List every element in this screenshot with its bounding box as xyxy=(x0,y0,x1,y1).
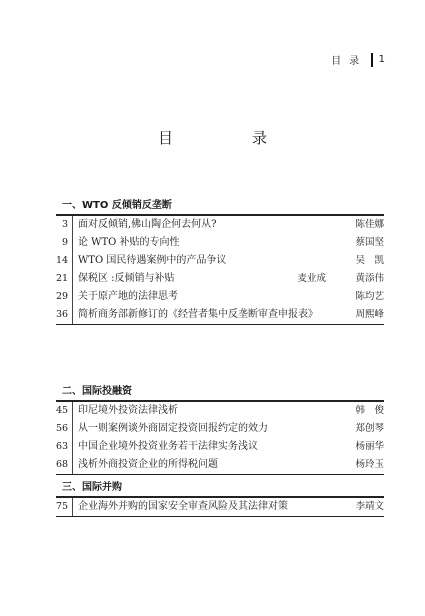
entry-author: 李靖文 xyxy=(355,500,384,512)
entry-coauthor: 麦业成 xyxy=(297,272,326,284)
toc-entries xyxy=(56,402,384,474)
entry-title: 中国企业境外投资业务若干法律实务浅议 xyxy=(78,440,258,452)
toc-section-investment xyxy=(56,384,384,475)
toc-entry xyxy=(56,402,384,420)
entry-page: 3 xyxy=(61,218,68,230)
entry-title: 关于原产地的法律思考 xyxy=(78,290,178,302)
entry-page: 21 xyxy=(56,272,69,284)
entry-title: 面对反倾销,佛山陶企何去何从? xyxy=(78,218,217,230)
toc-entry xyxy=(56,498,384,516)
section-end-rule xyxy=(56,474,384,475)
toc-section-mergers xyxy=(56,480,384,517)
entry-page: 29 xyxy=(56,290,69,302)
section-heading: 二、国际投融资 xyxy=(62,386,132,397)
section-heading: 一、WTO 反倾销反垄断 xyxy=(62,200,172,211)
entry-author: 周熙峰 xyxy=(355,308,384,320)
entry-title: 印尼境外投资法律浅析 xyxy=(78,404,178,416)
page-number: 1 xyxy=(378,54,385,65)
entry-author: 杨丽华 xyxy=(355,440,384,452)
section-end-rule xyxy=(56,516,384,517)
entry-page: 45 xyxy=(56,404,69,416)
entry-author: 吴 凯 xyxy=(355,254,384,266)
entry-title: 保税区 :反倾销与补贴 xyxy=(78,272,175,284)
entry-page: 68 xyxy=(56,458,69,470)
toc-entry xyxy=(56,216,384,234)
entry-author: 黄添伟 xyxy=(355,272,384,284)
toc-section-wto xyxy=(56,198,384,325)
entry-title: 简析商务部新修订的《经营者集中反垄断审查申报表》 xyxy=(78,308,318,320)
entry-author: 蔡国坚 xyxy=(355,236,384,248)
entry-title: 浅析外商投资企业的所得税问题 xyxy=(78,458,218,470)
entry-title: 论 WTO 补贴的专向性 xyxy=(78,236,180,248)
toc-entry xyxy=(56,234,384,252)
toc-entry xyxy=(56,252,384,270)
entry-author: 杨玲玉 xyxy=(355,458,384,470)
toc-entry xyxy=(56,270,384,288)
entry-title: 从一则案例谈外商固定投资回报约定的效力 xyxy=(78,422,268,434)
toc-entry xyxy=(56,456,384,474)
entry-author: 陈佳娜 xyxy=(355,218,384,230)
running-head-label: 目录 xyxy=(331,56,368,67)
toc-entry xyxy=(56,306,384,324)
entry-page: 56 xyxy=(56,422,69,434)
entry-title: WTO 国民待遇案例中的产品争议 xyxy=(78,254,227,266)
running-head-divider xyxy=(371,53,373,67)
running-head xyxy=(331,52,385,67)
entry-title: 企业海外并购的国家安全审查风险及其法律对策 xyxy=(78,500,288,512)
toc-entry xyxy=(56,420,384,438)
entry-page: 14 xyxy=(56,254,69,266)
entry-page: 63 xyxy=(56,440,69,452)
entry-page: 75 xyxy=(56,500,69,512)
page-title: 目 录 xyxy=(157,129,299,147)
toc-entries xyxy=(56,216,384,324)
toc-entry xyxy=(56,438,384,456)
toc-entry xyxy=(56,288,384,306)
entry-author: 陈均艺 xyxy=(355,290,384,302)
entry-author: 郑创琴 xyxy=(355,422,384,434)
entry-page: 36 xyxy=(56,308,69,320)
section-end-rule xyxy=(56,324,384,325)
entry-author: 韩 俊 xyxy=(355,404,384,416)
toc-entries xyxy=(56,498,384,516)
entry-page: 9 xyxy=(61,236,68,248)
section-heading: 三、国际并购 xyxy=(62,482,122,493)
